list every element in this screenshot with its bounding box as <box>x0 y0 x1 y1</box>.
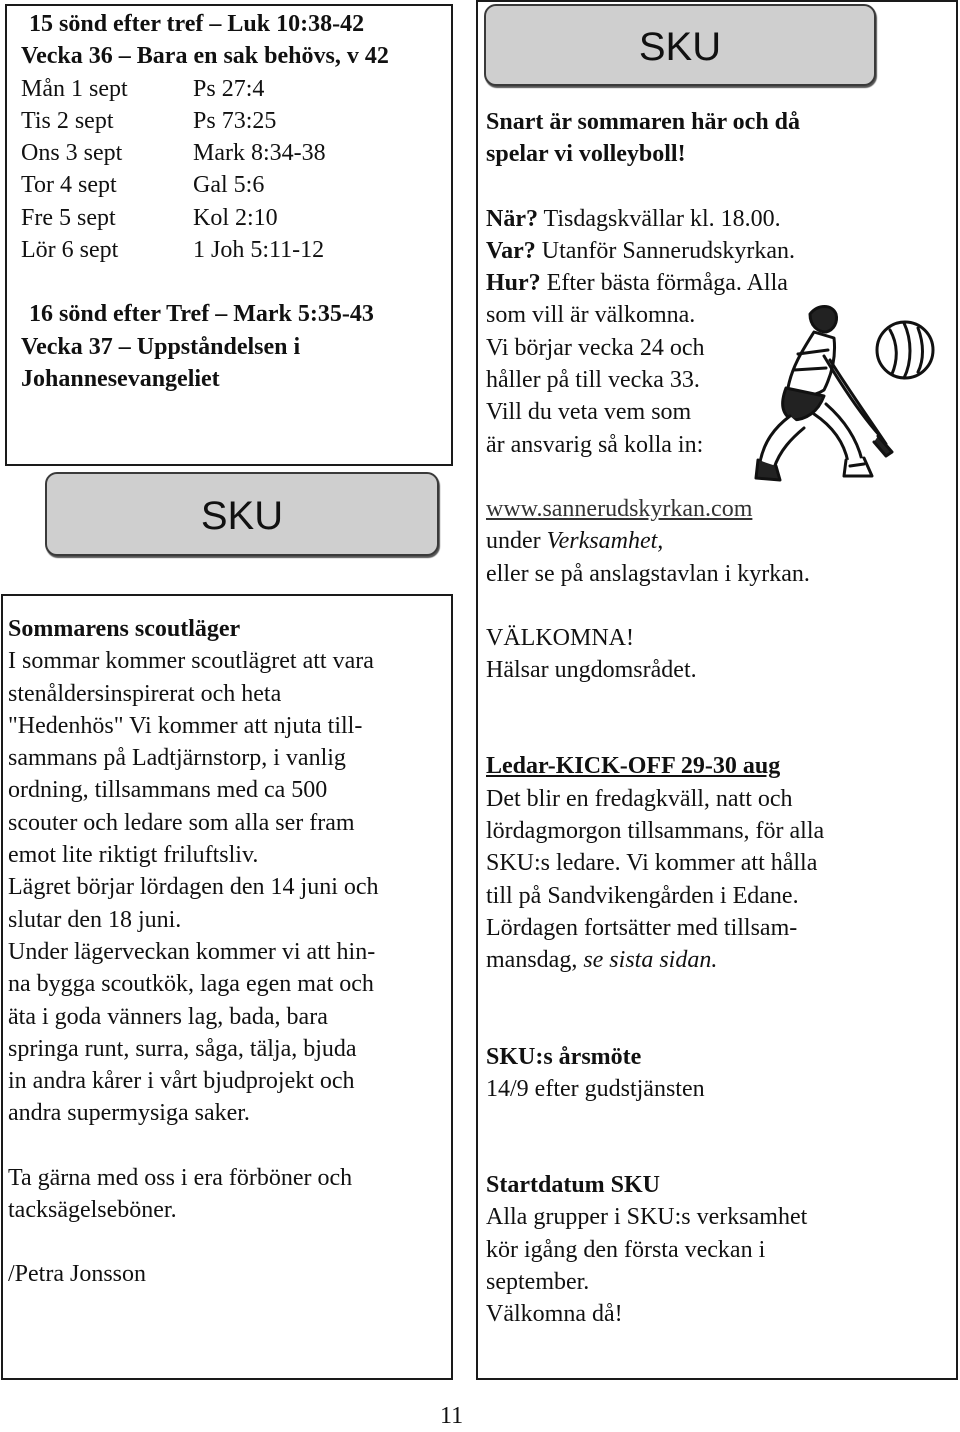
reading-row <box>21 137 451 169</box>
when-line <box>486 203 952 235</box>
welcome-text: VÄLKOMNA! <box>486 624 634 651</box>
kickoff-last-prefix: mansdag, <box>486 947 584 974</box>
sku-header-left-label: SKU <box>200 494 284 538</box>
reading-day: Ons 3 sept <box>21 140 123 167</box>
sunday-16-title: 16 sönd efter Tref – Mark 5:35-43 <box>29 301 374 328</box>
sku-header-left <box>45 472 439 556</box>
start-line: kör igång den första veckan i <box>486 1236 766 1263</box>
kickoff-last-italic: se sista sidan. <box>583 947 718 974</box>
website-link[interactable]: www.sannerudskyrkan.com <box>486 495 753 522</box>
scout-line: ordning, tillsammans med ca 500 <box>8 777 328 804</box>
signature: /Petra Jonsson <box>8 1261 146 1288</box>
scout-line: äta i goda vänners lag, bada, bara <box>8 1003 328 1030</box>
prayer-line1: Ta gärna med oss i era förböner och <box>8 1164 353 1191</box>
scout-line: andra supermysiga saker. <box>8 1100 250 1127</box>
week-36-title: Vecka 36 – Bara en sak behövs, v 42 <box>21 43 389 70</box>
scout-line: slutar den 18 juni. <box>8 906 182 933</box>
when-question: När? <box>486 205 538 232</box>
start-line: Alla grupper i SKU:s verksamhet <box>486 1204 808 1231</box>
kickoff-line: Det blir en fredagkväll, natt och <box>486 785 793 812</box>
reading-row <box>21 234 451 266</box>
volleyball-article <box>486 106 952 1331</box>
volley-line: håller på till vecka 33. <box>486 367 700 394</box>
kickoff-line: lördagmorgon tillsammans, för alla <box>486 818 825 845</box>
page-number: 11 <box>440 1403 464 1429</box>
volley-heading-line1: Snart är sommaren här och då <box>486 109 801 135</box>
volley-heading-line2: spelar vi volleyboll! <box>486 141 686 168</box>
when-answer: Tisdagskvällar kl. 18.00. <box>537 205 781 232</box>
reading-row <box>21 202 451 234</box>
annual-meeting-text: 14/9 efter gudstjänsten <box>486 1075 705 1102</box>
reading-ref: 1 Joh 5:11-12 <box>193 237 325 264</box>
reading-row <box>21 73 451 105</box>
reading-ref: Ps 27:4 <box>193 75 265 102</box>
reading-row <box>21 105 451 137</box>
prayer-line2: tacksägelseböner. <box>8 1197 177 1224</box>
reading-day: Tis 2 sept <box>21 107 114 134</box>
reading-row <box>21 169 451 201</box>
kickoff-line: Lördagen fortsätter med tillsam- <box>486 914 798 941</box>
reading-day: Lör 6 sept <box>21 237 119 264</box>
start-heading: Startdatum SKU <box>486 1172 661 1199</box>
scout-line: Lägret börjar lördagen den 14 juni och <box>8 874 379 901</box>
how-line <box>486 267 952 299</box>
start-line: Välkomna då! <box>486 1301 623 1328</box>
kickoff-line: till på Sandvikengården i Edane. <box>486 882 799 909</box>
where-line <box>486 235 952 267</box>
scout-line: I sommar kommer scoutlägret att vara <box>8 648 374 675</box>
verksamhet-text: Verksamhet, <box>546 528 664 555</box>
annual-meeting-heading: SKU:s årsmöte <box>486 1043 642 1070</box>
readings-list <box>21 73 451 267</box>
week-37-line2: Johannesevangeliet <box>21 365 220 392</box>
reading-ref: Mark 8:34-38 <box>193 140 326 167</box>
scout-line: sammans på Ladtjärnstorp, i vanlig <box>8 745 346 772</box>
under-line <box>486 525 952 557</box>
reading-day: Tor 4 sept <box>21 172 117 199</box>
reading-ref: Ps 73:25 <box>193 107 277 134</box>
start-line: september. <box>486 1269 590 1296</box>
week-37-line1: Vecka 37 – Uppståndelsen i <box>21 333 301 360</box>
scout-line: na bygga scoutkök, laga egen mat och <box>8 971 374 998</box>
reading-ref: Gal 5:6 <box>193 172 265 199</box>
kickoff-last-line <box>486 944 952 976</box>
sku-header-right <box>484 4 876 86</box>
reading-day: Mån 1 sept <box>21 75 128 102</box>
volley-line: är ansvarig så kolla in: <box>486 431 704 458</box>
url-line <box>486 493 952 525</box>
scout-line: Under lägerveckan kommer vi att hin- <box>8 938 376 965</box>
where-question: Var? <box>486 237 536 264</box>
sku-header-right-label: SKU <box>638 25 722 69</box>
scout-line: springa runt, surra, såga, tälja, bjuda <box>8 1035 357 1062</box>
greeting-text: Hälsar ungdomsrådet. <box>486 657 697 684</box>
readings-block <box>21 8 451 395</box>
under-prefix: under <box>486 528 547 555</box>
sunday-15-title: 15 sönd efter tref – Luk 10:38-42 <box>29 11 365 37</box>
reading-day: Fre 5 sept <box>21 204 116 231</box>
scout-line: scouter och ledare som alla ser fram <box>8 809 355 836</box>
scout-line: emot lite riktigt friluftsliv. <box>8 842 259 869</box>
volley-line: som vill är välkomna. <box>486 302 696 329</box>
volley-line: Vi börjar vecka 24 och <box>486 334 705 361</box>
kickoff-line: SKU:s ledare. Vi kommer att hålla <box>486 850 818 877</box>
kickoff-heading: Ledar-KICK-OFF 29-30 aug <box>486 753 781 780</box>
how-answer: Efter bästa förmåga. Alla <box>540 270 788 297</box>
scout-line: stenåldersinspirerat och heta <box>8 680 282 707</box>
scout-line: "Hedenhös" Vi kommer att njuta till- <box>8 712 363 739</box>
volley-line: Vill du veta vem som <box>486 399 692 426</box>
where-answer: Utanför Sannerudskyrkan. <box>535 237 796 264</box>
scout-heading: Sommarens scoutläger <box>8 616 241 642</box>
board-line: eller se på anslagstavlan i kyrkan. <box>486 560 810 587</box>
scout-article <box>8 613 448 1291</box>
reading-ref: Kol 2:10 <box>193 204 278 231</box>
how-question: Hur? <box>486 270 541 297</box>
scout-line: in andra kårer i vårt bjudprojekt och <box>8 1068 355 1095</box>
